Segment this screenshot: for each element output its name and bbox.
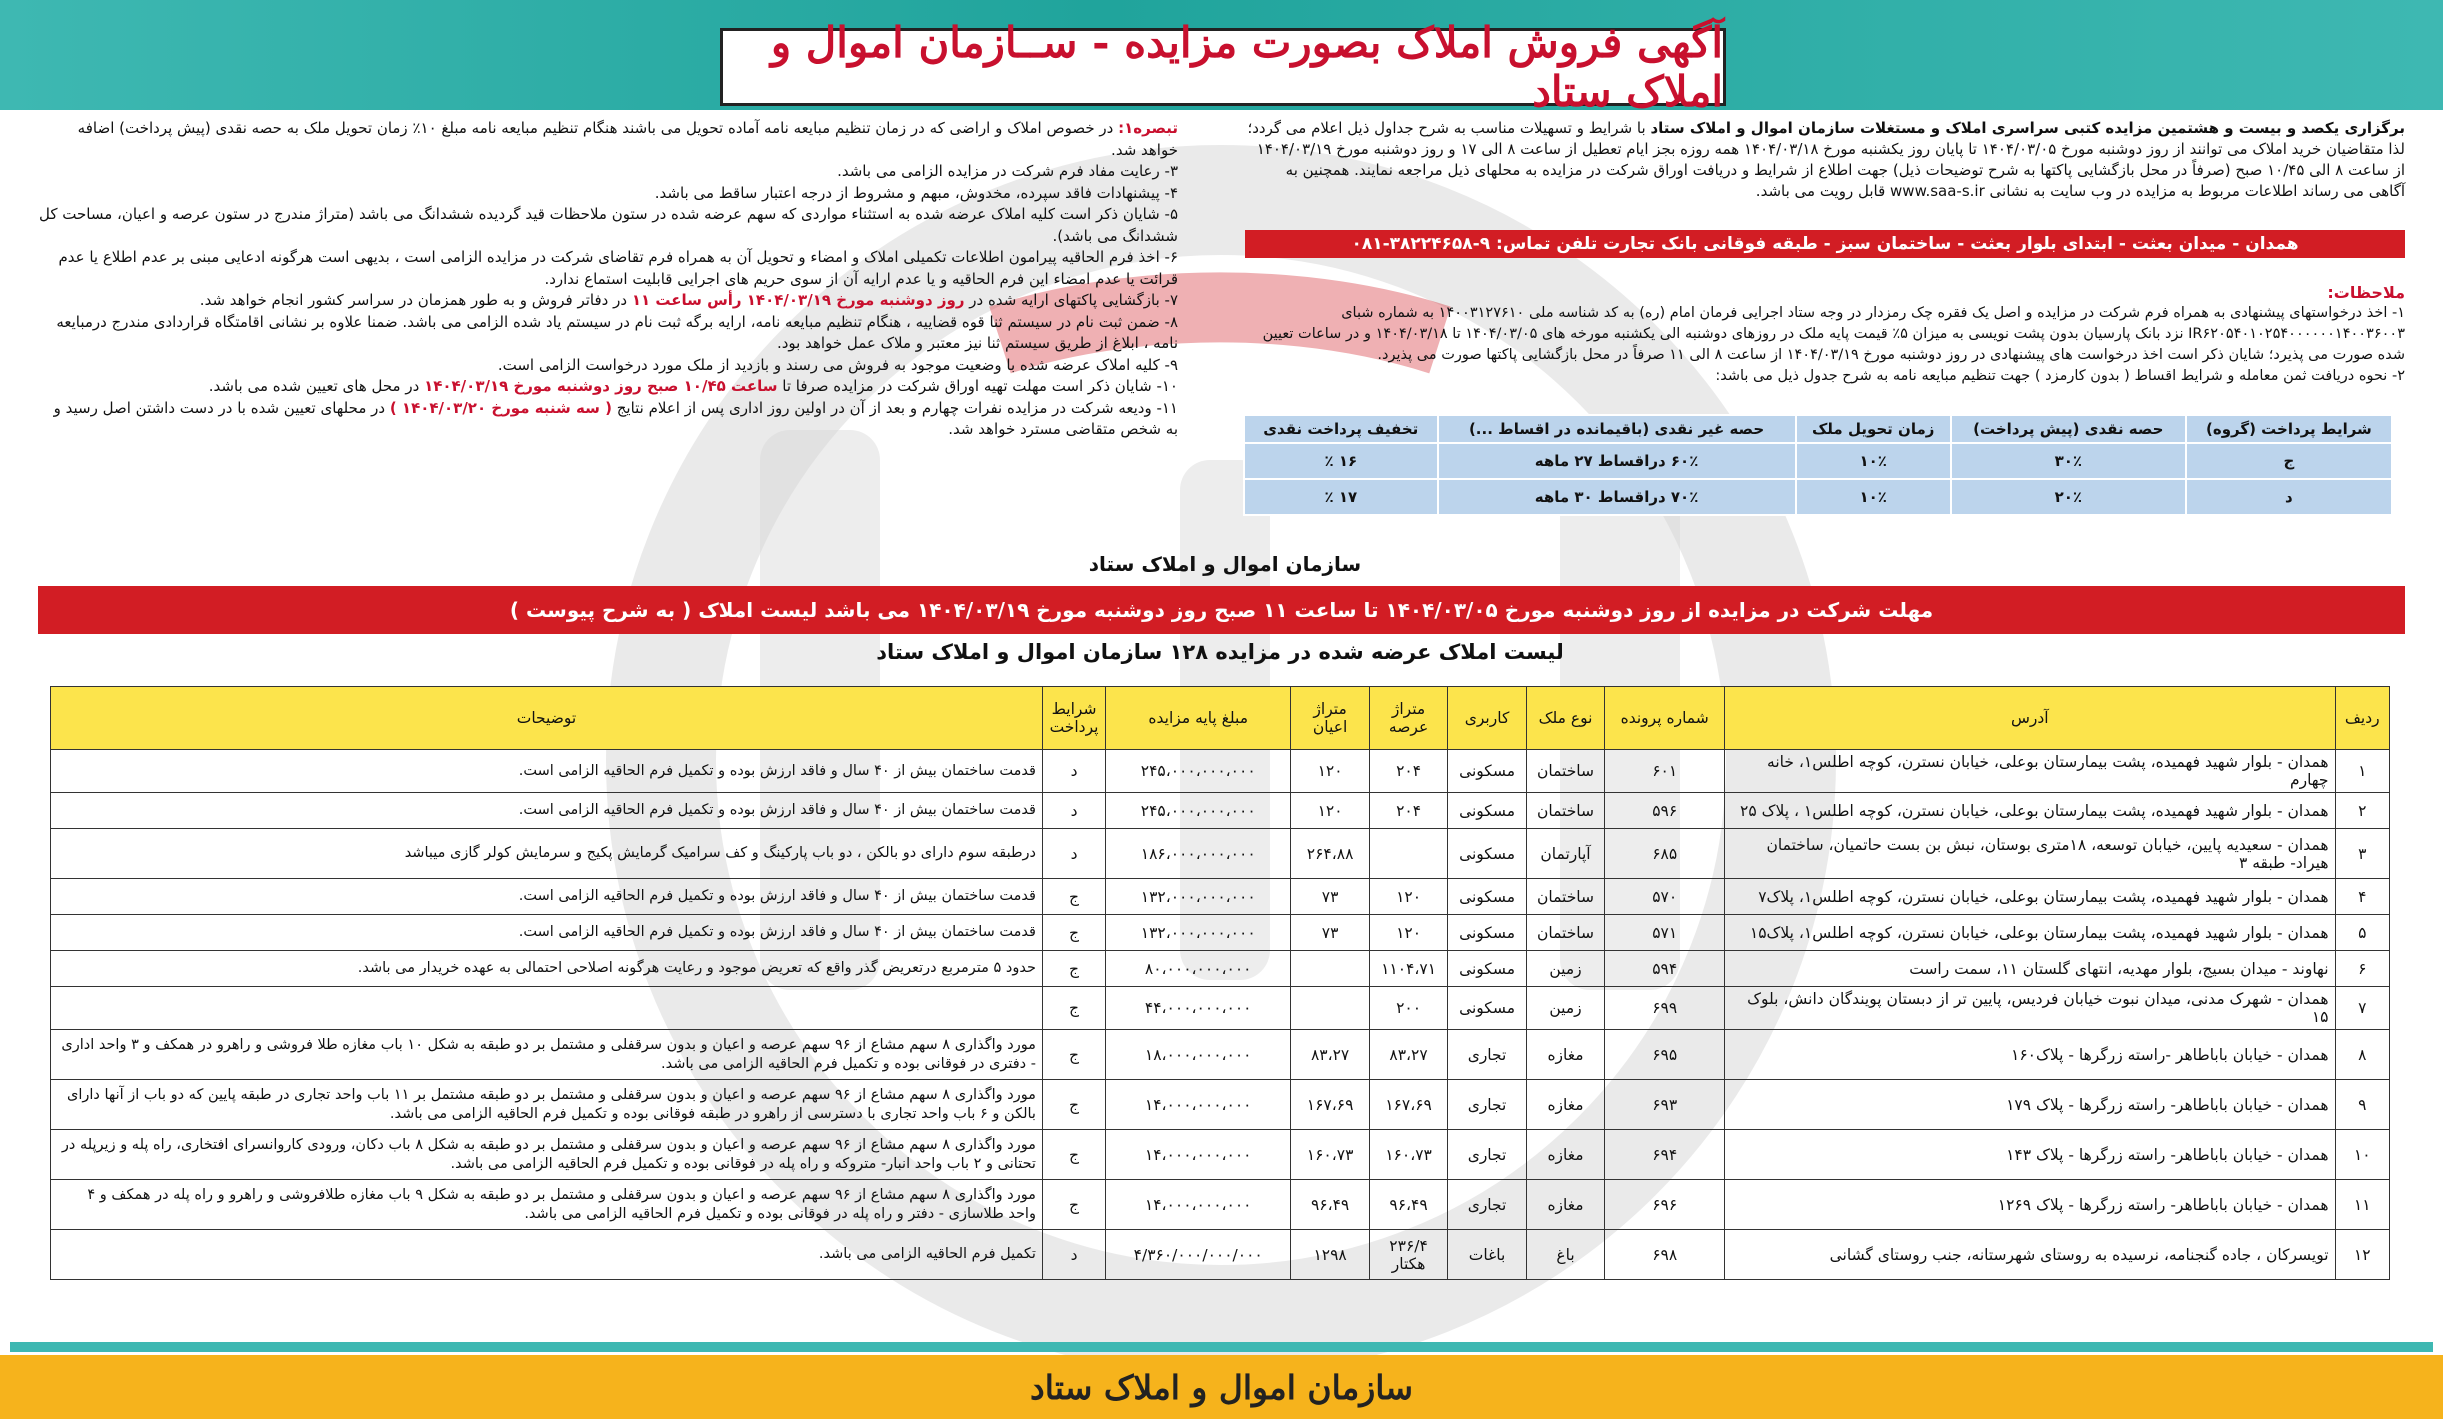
table-cell: ساختمان: [1526, 793, 1604, 829]
table-cell: ۱۶۷،۶۹: [1369, 1080, 1447, 1130]
table-cell: قدمت ساختمان بیش از ۴۰ سال و فاقد ارزش بوده و تکمیل فرم الحاقیه الزامی است.: [51, 879, 1043, 915]
table-cell: تجاری: [1448, 1180, 1526, 1230]
table-cell: ۱۲۰: [1369, 879, 1447, 915]
intro-paragraph: [1245, 118, 2405, 202]
table-cell: مسکونی: [1448, 793, 1526, 829]
table-cell: قدمت ساختمان بیش از ۴۰ سال و فاقد ارزش بوده و تکمیل فرم الحاقیه الزامی است.: [51, 750, 1043, 793]
payment-header: زمان تحویل ملک: [1796, 415, 1951, 443]
table-cell: باغ: [1526, 1230, 1604, 1280]
table-cell: تویسرکان ، جاده گنجنامه، نرسیده به روستای شهرستانه، جنب روستای گشانی: [1725, 1230, 2335, 1280]
table-cell: همدان - خیابان باباطاهر- راسته زرگرها - پلاک ۱۷۹: [1725, 1080, 2335, 1130]
table-cell: ۱۳۲،۰۰۰،۰۰۰،۰۰۰: [1106, 915, 1291, 951]
note-6: ۶- اخذ فرم الحاقیه پیرامون اطلاعات تکمیلی املاک و امضاء و تحویل آن به همراه فرم تقاضای شرکت در مزایده الزامی است ، بدیهی است هرگونه ادعایی مبنی بر عدم اطلاع یا عدم قرائت یا عدم امضاء این فرم الحاقیه و یا عدم ارایه آن از سوی حریم های اجرایی قابلیت استماع ندارد.: [58, 248, 1178, 288]
table-cell: ۶۹۴: [1605, 1130, 1725, 1180]
table-cell: ۱۲۰: [1291, 793, 1369, 829]
table-row: [51, 1130, 2390, 1180]
table-cell: ج: [1042, 879, 1105, 915]
intro-text: با شرایط و تسهیلات مناسب به شرح جداول ذیل اعلام می گردد؛ لذا متقاضیان خرید املاک می توانند از روز دوشنبه مورخ ۱۴۰۴/۰۳/۰۵ تا پایان روز یکشنبه مورخ ۱۴۰۴/۰۳/۱۸ همه روزه بجز ایام تعطیل از ساعت ۸ الی ۱۷ و روز دوشنبه مورخ ۱۴۰۴/۰۳/۱۹ از ساعت ۸ الی ۱۰/۴۵ صبح (صرفاً در محل بازگشایی پاکتها به شرح توضیحات ذیل) جهت اطلاع از شرایط و دریافت اوراق شرکت در مزایده به محلهای ذیل مراجعه نمایند. همچنین به آگاهی می رساند اطلاعات مربوط به مزایده در وب سایت به نشانی www.saa-s.ir قابل رویت می باشد.: [1247, 119, 2405, 200]
table-cell: ۷: [2335, 987, 2389, 1030]
table-cell: همدان - بلوار شهید فهمیده، پشت بیمارستان بوعلی، خیابان نسترن، کوچه اطلس۱ ، پلاک ۲۵: [1725, 793, 2335, 829]
table-cell: همدان - بلوار شهید فهمیده، پشت بیمارستان بوعلی، خیابان نسترن، کوچه اطلس۱، پلاک۱۵: [1725, 915, 2335, 951]
table-cell: ۱۲۰: [1291, 750, 1369, 793]
table-cell: مغازه: [1526, 1180, 1604, 1230]
table-cell: [1291, 987, 1369, 1030]
table-cell: ۱۰: [2335, 1130, 2389, 1180]
page-title: آگهی فروش املاک بصورت مزایده - ســازمان اموال و املاک ستاد: [720, 28, 1726, 106]
table-cell: ۳: [2335, 829, 2389, 879]
table-cell: ۱۲۹۸: [1291, 1230, 1369, 1280]
col-header: آدرس: [1725, 687, 2335, 750]
table-cell: درطبقه سوم دارای دو بالکن ، دو باب پارکینگ و کف سرامیک گرمایش پکیج و سرمایش کولر گازی میباشد: [51, 829, 1043, 879]
note-9: ۹- کلیه املاک عرضه شده با وضعیت موجود به فروش می رسند و بازدید از ملک مورد درخواست الزامی است.: [497, 355, 1178, 374]
table-cell: ج: [1042, 1030, 1105, 1080]
table-cell: ۵۷۱: [1605, 915, 1725, 951]
table-cell: ۴/۳۶۰/۰۰۰/۰۰۰/۰۰۰: [1106, 1230, 1291, 1280]
table-cell: ج: [1042, 1130, 1105, 1180]
table-cell: زمین: [1526, 987, 1604, 1030]
table-cell: مسکونی: [1448, 750, 1526, 793]
table-cell: همدان - بلوار شهید فهمیده، پشت بیمارستان بوعلی، خیابان نسترن، کوچه اطلس۱، پلاک۷: [1725, 879, 2335, 915]
table-row: [51, 1230, 2390, 1280]
tabsare-1: [38, 118, 1178, 161]
table-cell: ۲: [2335, 793, 2389, 829]
col-header: شرایط پرداخت: [1042, 687, 1105, 750]
footer-org-name: سازمان اموال و املاک ستاد: [0, 1355, 2443, 1419]
table-cell: ۲۶۴،۸۸: [1291, 829, 1369, 879]
table-row: [51, 987, 2390, 1030]
note-10-a: ۱۰- شایان ذکر است مهلت تهیه اوراق شرکت در مزایده صرفا تا: [777, 377, 1178, 395]
table-cell: مورد واگذاری ۸ سهم مشاع از ۹۶ سهم عرصه و اعیان و بدون سرقفلی و مشتمل بر دو طبقه به شکل ۱۰ باب مغازه طلا فروشی و راهرو در همکف و ۳ واحد اداری - دفتری در فوقانی بوده و تکمیل فرم الحاقیه الزامی می باشد.: [51, 1030, 1043, 1080]
table-cell: مغازه: [1526, 1080, 1604, 1130]
table-cell: همدان - شهرک مدنی، میدان نبوت خیابان فردیس، پایین تر از دبستان پویندگان دانش، بلوک ۱۵: [1725, 987, 2335, 1030]
table-cell: د: [1042, 793, 1105, 829]
notes-section: [1245, 282, 2405, 387]
list-title: لیست املاک عرضه شده در مزایده ۱۲۸ سازمان اموال و املاک ستاد: [876, 640, 1564, 664]
table-cell: ۱: [2335, 750, 2389, 793]
table-cell: ساختمان: [1526, 750, 1604, 793]
table-cell: ۲۰۴: [1369, 750, 1447, 793]
table-cell: همدان - بلوار شهید فهمیده، پشت بیمارستان بوعلی، خیابان نسترن، کوچه اطلس۱، خانه چهارم: [1725, 750, 2335, 793]
col-header: ردیف: [2335, 687, 2389, 750]
table-cell: ج: [1042, 915, 1105, 951]
table-cell: همدان - خیابان باباطاهر- راسته زرگرها - پلاک ۱۴۳: [1725, 1130, 2335, 1180]
payment-terms-table: [1243, 414, 2393, 516]
payment-cell: ۱۰٪: [1796, 479, 1951, 515]
note-1: ۱- اخذ درخواستهای پیشنهادی به همراه فرم شرکت در مزایده و اصل یک فقره چک رمزدار در وجه ستاد اجرایی فرمان امام (ره) به کد شناسه ملی ۱۴۰۰۳۱۲۷۶۱۰ به شماره شبای IR۶۲۰۵۴۰۱۰۲۵۴۰۰۰۰۰۰۱۴۰۰۳۶۰۰۳ نزد بانک پارسیان بدون پشت نویسی به میزان ۵٪ قیمت پایه ملک در روزهای دوشنبه الی یکشنبه مورخه های ۱۴۰۴/۰۳/۰۵ تا ۱۴۰۴/۰۳/۱۸ و در ساعات تعیین شده صورت می پذیرد؛ شایان ذکر است اخذ درخواست های پیشنهادی در روز دوشنبه مورخ ۱۴۰۴/۰۳/۱۹ از ساعت ۸ الی ۱۱ صرفاً در محل بازگشایی پاکتها صورت می پذیرد.: [1262, 305, 2405, 363]
note-11-c: در محلهای تعیین شده با در دست داشتن اصل رسید و به شخص متقاضی مسترد خواهد شد.: [53, 398, 1178, 438]
payment-cell: ۱۶ ٪: [1244, 443, 1438, 479]
note-2: ۲- نحوه دریافت ثمن معامله و شرایط اقساط ( بدون کارمزد ) جهت تنظیم مبایعه نامه به شرح جدول ذیل می باشد:: [1715, 368, 2405, 384]
tabsare-label: تبصره۱:: [1118, 119, 1178, 137]
table-cell: ۱۱: [2335, 1180, 2389, 1230]
table-row: [51, 793, 2390, 829]
table-cell: مسکونی: [1448, 915, 1526, 951]
table-row: [51, 951, 2390, 987]
table-cell: ۲۰۴: [1369, 793, 1447, 829]
org-name: سازمان اموال و املاک ستاد: [1088, 552, 1362, 576]
table-cell: زمین: [1526, 951, 1604, 987]
table-cell: ۵۹۶: [1605, 793, 1725, 829]
table-cell: ۶۹۵: [1605, 1030, 1725, 1080]
table-cell: ۶۹۶: [1605, 1180, 1725, 1230]
table-row: [51, 1080, 2390, 1130]
table-cell: ۸۰،۰۰۰،۰۰۰،۰۰۰: [1106, 951, 1291, 987]
notes-title: ملاحظات:: [2327, 283, 2405, 302]
col-header: کاربری: [1448, 687, 1526, 750]
table-cell: مورد واگذاری ۸ سهم مشاع از ۹۶ سهم عرصه و اعیان و بدون سرقفلی و مشتمل بر دو طبقه به شکل ۹ باب مغازه طلافروشی و راهرو و راه پله در همکف و ۴ واحد طلاسازی - دفتر و راه پله در فوقانی بوده و تکمیل فرم الحاقیه الزامی می باشد.: [51, 1180, 1043, 1230]
note-11: [38, 398, 1178, 441]
note-7-b: روز دوشنبه مورخ ۱۴۰۴/۰۳/۱۹ رأس ساعت ۱۱: [631, 291, 965, 309]
table-cell: ۸۳،۲۷: [1369, 1030, 1447, 1080]
table-cell: همدان - خیابان باباطاهر -راسته زرگرها - پلاک۱۶۰: [1725, 1030, 2335, 1080]
note-8: ۸- ضمن ثبت نام در سیستم ثنا قوه قضاییه ، هنگام تنظیم مبایعه نامه، ارایه برگه ثبت نام در سیستم یاد شده الزامی می باشد. ضمنا علاوه بر نشانی اقامتگاه قراردادی مندرج درمبایعه نامه ، ابلاغ از طریق سیستم ثنا نیز معتبر و ملاک عمل خواهد بود.: [56, 312, 1178, 352]
table-row: [51, 750, 2390, 793]
table-cell: ۲۴۵،۰۰۰،۰۰۰،۰۰۰: [1106, 793, 1291, 829]
table-cell: تجاری: [1448, 1030, 1526, 1080]
table-cell: ۶۰۱: [1605, 750, 1725, 793]
table-cell: د: [1042, 829, 1105, 879]
table-row: [51, 915, 2390, 951]
table-cell: ۱۲: [2335, 1230, 2389, 1280]
table-cell: تجاری: [1448, 1080, 1526, 1130]
table-cell: [51, 987, 1043, 1030]
table-cell: ۴: [2335, 879, 2389, 915]
table-cell: ۱۱۰۴،۷۱: [1369, 951, 1447, 987]
payment-row: [1244, 479, 2392, 515]
col-header: توضیحات: [51, 687, 1043, 750]
deadline-bar: مهلت شرکت در مزایده از روز دوشنبه مورخ ۱۴۰۴/۰۳/۰۵ تا ساعت ۱۱ صبح روز دوشنبه مورخ ۱۴۰۴/۰۳/۱۹ می باشد لیست املاک ( به شرح پیوست ): [38, 586, 2405, 634]
note-7: [38, 290, 1178, 312]
payment-cell: ۲۰٪: [1951, 479, 2186, 515]
note-10-c: در محل های تعیین شده می باشد.: [208, 377, 425, 395]
table-cell: د: [1042, 1230, 1105, 1280]
note-4: ۴- پیشنهادات فاقد سپرده، مخدوش، مبهم و مشروط از درجه اعتبار ساقط می باشد.: [654, 183, 1178, 202]
table-cell: مسکونی: [1448, 987, 1526, 1030]
note-10: [38, 376, 1178, 398]
properties-table: [50, 686, 2390, 1280]
table-cell: د: [1042, 750, 1105, 793]
col-header: مبلغ پایه مزایده: [1106, 687, 1291, 750]
note-10-b: ساعت ۱۰/۴۵ صبح روز دوشنبه مورخ ۱۴۰۴/۰۳/۱۹: [424, 377, 778, 395]
table-cell: ۶: [2335, 951, 2389, 987]
note-7-c: در دفاتر فروش و به طور همزمان در سراسر کشور انجام خواهد شد.: [199, 291, 632, 309]
table-cell: ج: [1042, 951, 1105, 987]
table-cell: [1291, 951, 1369, 987]
table-cell: ۱۶۷،۶۹: [1291, 1080, 1369, 1130]
table-cell: تجاری: [1448, 1130, 1526, 1180]
table-cell: تکمیل فرم الحاقیه الزامی می باشد.: [51, 1230, 1043, 1280]
col-header: شماره پرونده: [1605, 687, 1725, 750]
payment-header: تخفیف پرداخت نقدی: [1244, 415, 1438, 443]
table-cell: همدان - خیابان باباطاهر- راسته زرگرها - پلاک ۱۲۶۹: [1725, 1180, 2335, 1230]
table-cell: مسکونی: [1448, 879, 1526, 915]
table-cell: ۹۶،۴۹: [1369, 1180, 1447, 1230]
table-cell: ۱۴،۰۰۰،۰۰۰،۰۰۰: [1106, 1130, 1291, 1180]
table-cell: ۱۸۶،۰۰۰،۰۰۰،۰۰۰: [1106, 829, 1291, 879]
table-cell: مغازه: [1526, 1030, 1604, 1080]
table-cell: ۸۳،۲۷: [1291, 1030, 1369, 1080]
payment-cell: ۱۰٪: [1796, 443, 1951, 479]
table-cell: ۶۹۹: [1605, 987, 1725, 1030]
table-cell: [1369, 829, 1447, 879]
intro-lead: برگزاری یکصد و بیست و هشتمین مزایده کتبی سراسری املاک و مستغلات سازمان اموال و املاک ستاد: [1650, 119, 2405, 137]
table-cell: ۴۴،۰۰۰،۰۰۰،۰۰۰: [1106, 987, 1291, 1030]
table-cell: ۲۴۵،۰۰۰،۰۰۰،۰۰۰: [1106, 750, 1291, 793]
table-cell: مسکونی: [1448, 951, 1526, 987]
payment-row: [1244, 443, 2392, 479]
table-cell: ۵۹۴: [1605, 951, 1725, 987]
table-cell: ۲۳۶/۴ هکتار: [1369, 1230, 1447, 1280]
table-header-row: [51, 687, 2390, 750]
table-row: [51, 1180, 2390, 1230]
table-cell: ۲۰۰: [1369, 987, 1447, 1030]
table-cell: ۱۸،۰۰۰،۰۰۰،۰۰۰: [1106, 1030, 1291, 1080]
table-cell: ۱۳۲،۰۰۰،۰۰۰،۰۰۰: [1106, 879, 1291, 915]
col-header: متراژ اعیان: [1291, 687, 1369, 750]
table-cell: مورد واگذاری ۸ سهم مشاع از ۹۶ سهم عرصه و اعیان و بدون سرقفلی و مشتمل بر دو طبقه به شکل ۸ باب دکان، ورودی کاروانسرای افتخاری، راه پله و زیرپله در تحتانی و ۲ باب واحد انبار- متروکه و راه پله در فوقانی بوده و تکمیل فرم الحاقیه الزامی می باشد.: [51, 1130, 1043, 1180]
table-cell: ۱۶۰،۷۳: [1369, 1130, 1447, 1180]
table-cell: ج: [1042, 1080, 1105, 1130]
note-11-a: ۱۱- ودیعه شرکت در مزایده نفرات چهارم و بعد از آن در اولین روز اداری پس از اعلام نتایج: [611, 398, 1178, 417]
payment-cell: ۷۰٪ دراقساط ۳۰ ماهه: [1438, 479, 1796, 515]
table-cell: ۶۸۵: [1605, 829, 1725, 879]
table-cell: ۹: [2335, 1080, 2389, 1130]
table-cell: مورد واگذاری ۸ سهم مشاع از ۹۶ سهم عرصه و اعیان و بدون سرقفلی و مشتمل بر دو طبقه مشتمل بر ۱۱ باب واحد تجاری در طبقه پایین که دو باب از آنها دارای بالکن و ۶ باب واحد تجاری با دسترسی از راهرو در طبقه فوقانی بوده و تکمیل فرم الحاقیه الزامی می باشد.: [51, 1080, 1043, 1130]
payment-cell: ج: [2186, 443, 2392, 479]
table-cell: نهاوند - میدان بسیج، بلوار مهدیه، انتهای گلستان ۱۱، سمت راست: [1725, 951, 2335, 987]
table-cell: ۸: [2335, 1030, 2389, 1080]
table-cell: ۵۷۰: [1605, 879, 1725, 915]
table-cell: ۹۶،۴۹: [1291, 1180, 1369, 1230]
table-cell: ۱۴،۰۰۰،۰۰۰،۰۰۰: [1106, 1180, 1291, 1230]
table-cell: باغات: [1448, 1230, 1526, 1280]
note-11-b: ( سه شنبه مورخ ۱۴۰۴/۰۳/۲۰ ): [389, 398, 612, 417]
table-cell: ۱۲۰: [1369, 915, 1447, 951]
payment-cell: ۶۰٪ دراقساط ۲۷ ماهه: [1438, 443, 1796, 479]
payment-cell: د: [2186, 479, 2392, 515]
col-header: متراژ عرصه: [1369, 687, 1447, 750]
table-cell: ۶۹۳: [1605, 1080, 1725, 1130]
note-3: ۳- رعایت مفاد فرم شرکت در مزایده الزامی می باشد.: [837, 162, 1178, 180]
table-cell: ۵: [2335, 915, 2389, 951]
table-cell: مغازه: [1526, 1130, 1604, 1180]
payment-header: حصه نقدی (پیش پرداخت): [1951, 415, 2186, 443]
table-cell: ج: [1042, 987, 1105, 1030]
left-notes: [38, 118, 1178, 441]
payment-header: حصه غیر نقدی (باقیمانده در اقساط ...): [1438, 415, 1796, 443]
footer-rule: [10, 1342, 2433, 1352]
table-cell: ۱۶۰،۷۳: [1291, 1130, 1369, 1180]
table-cell: ساختمان: [1526, 879, 1604, 915]
address-bar: همدان - میدان بعثت - ابتدای بلوار بعثت - ساختمان سبز - طبقه فوقانی بانک تجارت تلفن تماس: ۹-۳۸۲۲۴۶۵۸-۰۸۱: [1245, 230, 2405, 258]
table-cell: قدمت ساختمان بیش از ۴۰ سال و فاقد ارزش بوده و تکمیل فرم الحاقیه الزامی است.: [51, 915, 1043, 951]
payment-cell: ۳۰٪: [1951, 443, 2186, 479]
table-cell: ساختمان: [1526, 915, 1604, 951]
table-cell: حدود ۵ مترمربع درتعریض گذر واقع که تعریض موجود و رعایت هرگونه اصلاحی احتمالی به عهده خریدار می باشد.: [51, 951, 1043, 987]
table-cell: همدان - سعیدیه پایین، خیابان توسعه، ۱۸متری بوستان، نبش بن بست حاتمیان، ساختمان هیراد- طبقه ۳: [1725, 829, 2335, 879]
table-row: [51, 829, 2390, 879]
table-cell: ۱۴،۰۰۰،۰۰۰،۰۰۰: [1106, 1080, 1291, 1130]
table-cell: ۶۹۸: [1605, 1230, 1725, 1280]
table-cell: قدمت ساختمان بیش از ۴۰ سال و فاقد ارزش بوده و تکمیل فرم الحاقیه الزامی است.: [51, 793, 1043, 829]
note-7-a: ۷- بازگشایی پاکتهای ارایه شده در: [964, 291, 1178, 309]
payment-cell: ۱۷ ٪: [1244, 479, 1438, 515]
table-row: [51, 1030, 2390, 1080]
table-cell: ج: [1042, 1180, 1105, 1230]
table-cell: مسکونی: [1448, 829, 1526, 879]
table-cell: ۷۳: [1291, 879, 1369, 915]
col-header: نوع ملک: [1526, 687, 1604, 750]
table-cell: ۷۳: [1291, 915, 1369, 951]
payment-header: شرایط پرداخت (گروه): [2186, 415, 2392, 443]
note-5: ۵- شایان ذکر است کلیه املاک عرضه شده به استثناء مواردی که سهم عرضه شده در ستون ملاحظات قید گردیده ششدانگ می باشد (متراژ مندرج در ستون عرصه و اعیان، مساحت کل ششدانگ می باشد).: [38, 205, 1178, 245]
tabsare-text: در خصوص املاک و اراضی که در زمان تنظیم مبایعه نامه آماده تحویل می باشند هنگام تنظیم مبایعه نامه مبلغ ۱۰٪ زمان تحویل ملک به حصه نقدی (پیش پرداخت) اضافه خواهد شد.: [77, 119, 1178, 159]
table-cell: آپارتمان: [1526, 829, 1604, 879]
table-row: [51, 879, 2390, 915]
